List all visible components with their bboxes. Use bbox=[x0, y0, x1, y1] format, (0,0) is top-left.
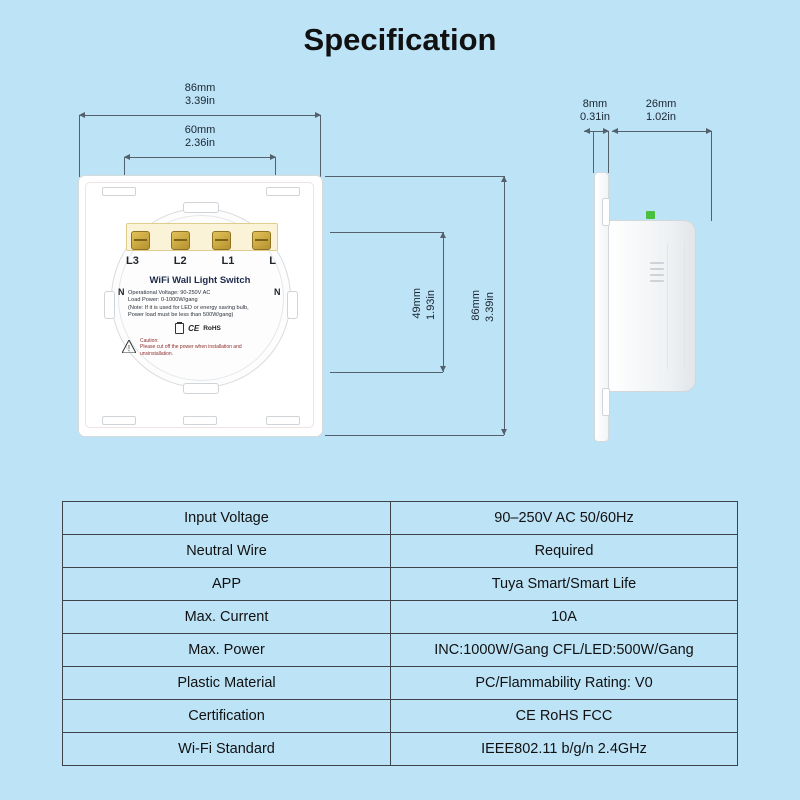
caution-block bbox=[122, 338, 272, 357]
spec-line-2: Load Power: 0-1000W/gang bbox=[128, 297, 198, 304]
switch-side-view bbox=[594, 172, 714, 440]
table-cell-value: CE RoHS FCC bbox=[391, 700, 738, 733]
neutral-label-right: N bbox=[274, 287, 281, 297]
specification-table bbox=[62, 501, 738, 766]
front-width-ext-left bbox=[79, 115, 80, 177]
front-height-dim-line bbox=[504, 176, 505, 435]
side-vent-3 bbox=[650, 274, 664, 276]
side-depth-in-label: 1.02in bbox=[646, 111, 676, 123]
side-tab-bottom bbox=[602, 388, 610, 416]
table-cell-key: Input Voltage bbox=[63, 502, 391, 535]
screw-l3 bbox=[131, 231, 150, 250]
neutral-label-left: N bbox=[118, 287, 125, 297]
ce-mark-label: CE bbox=[188, 324, 200, 333]
table-row bbox=[63, 601, 738, 634]
front-inner-height-ext-top bbox=[330, 232, 443, 233]
side-thickness-arrow-left bbox=[584, 128, 590, 134]
side-ext-plate-left bbox=[593, 131, 594, 173]
spec-line-4: Power load must be less than 500W/gang) bbox=[128, 312, 234, 319]
front-width-in-label: 3.39in bbox=[185, 95, 215, 107]
front-inner-height-dim-line bbox=[443, 232, 444, 372]
screw-l bbox=[252, 231, 271, 250]
clip-bottom-center bbox=[183, 416, 217, 425]
clip-bottom-left bbox=[102, 416, 136, 425]
table-cell-key: Certification bbox=[63, 700, 391, 733]
front-width-mm-label: 86mm bbox=[184, 82, 216, 94]
table-row bbox=[63, 733, 738, 766]
front-height-ext-bottom bbox=[325, 435, 504, 436]
side-depth-dim-line bbox=[612, 131, 712, 132]
page-title: Specification bbox=[303, 22, 497, 57]
table-row bbox=[63, 700, 738, 733]
clip-top-left bbox=[102, 187, 136, 196]
caution-body: Please cut off the power when installation and unsinstallation. bbox=[140, 344, 242, 357]
svg-text:!: ! bbox=[127, 344, 131, 353]
side-vent-4 bbox=[650, 280, 664, 282]
front-inner-width-dim-line bbox=[124, 157, 276, 158]
side-vent-1 bbox=[650, 262, 664, 264]
rohs-mark-label: RoHS bbox=[203, 325, 221, 332]
switch-front-view bbox=[78, 175, 321, 435]
screw-l2 bbox=[171, 231, 190, 250]
side-ext-plate-right bbox=[608, 131, 609, 173]
clip-bottom-right bbox=[266, 416, 300, 425]
table-cell-key: APP bbox=[63, 568, 391, 601]
front-height-ext-top bbox=[325, 176, 504, 177]
side-tab-top bbox=[602, 198, 610, 226]
side-module-body bbox=[608, 220, 696, 392]
screw-l1 bbox=[212, 231, 231, 250]
table-cell-value: IEEE802.11 b/g/n 2.4GHz bbox=[391, 733, 738, 766]
front-width-ext-right bbox=[320, 115, 321, 177]
table-cell-value: 90–250V AC 50/60Hz bbox=[391, 502, 738, 535]
compliance-marks bbox=[138, 323, 258, 334]
table-cell-value: INC:1000W/Gang CFL/LED:500W/Gang bbox=[391, 634, 738, 667]
front-width-dim-line bbox=[79, 115, 321, 116]
table-cell-key: Max. Power bbox=[63, 634, 391, 667]
waste-bin-icon bbox=[175, 323, 184, 334]
front-height-in-label: 3.39in bbox=[484, 292, 496, 322]
side-depth-arrow-left bbox=[612, 128, 618, 134]
front-inner-height-in-label: 1.93in bbox=[425, 290, 437, 320]
front-inner-width-in-label: 2.36in bbox=[185, 137, 215, 149]
table-cell-value: PC/Flammability Rating: V0 bbox=[391, 667, 738, 700]
silkscreen-text bbox=[114, 275, 286, 320]
front-inner-height-mm-label: 49mm bbox=[411, 288, 423, 319]
caution-title: Caution: bbox=[140, 338, 159, 344]
notch-right bbox=[287, 291, 298, 319]
spec-line-3: (Note: If it is used for LED or energy saving bulb, bbox=[128, 304, 249, 311]
terminal-screws bbox=[131, 228, 271, 252]
terminal-label-l2: L2 bbox=[173, 255, 187, 267]
spec-line-1: Operational Voltage: 90-250V AC bbox=[128, 290, 211, 296]
terminal-label-l1: L1 bbox=[221, 255, 235, 267]
notch-bottom bbox=[183, 383, 219, 394]
table-cell-key: Plastic Material bbox=[63, 667, 391, 700]
terminal-label-l3: L3 bbox=[126, 255, 139, 267]
side-led-indicator bbox=[646, 211, 655, 219]
caution-text bbox=[140, 338, 272, 357]
front-inner-width-mm-label: 60mm bbox=[184, 124, 216, 136]
front-inner-height-ext-bottom bbox=[330, 372, 443, 373]
table-row bbox=[63, 535, 738, 568]
side-vent-2 bbox=[650, 268, 664, 270]
specification-table-body bbox=[63, 502, 738, 766]
table-row bbox=[63, 502, 738, 535]
side-thickness-mm-label: 8mm bbox=[582, 98, 608, 110]
terminal-label-row bbox=[126, 255, 276, 267]
notch-top bbox=[183, 202, 219, 213]
table-row bbox=[63, 667, 738, 700]
table-row bbox=[63, 568, 738, 601]
clip-top-right bbox=[266, 187, 300, 196]
table-cell-value: Required bbox=[391, 535, 738, 568]
table-cell-key: Neutral Wire bbox=[63, 535, 391, 568]
side-thickness-in-label: 0.31in bbox=[580, 111, 610, 123]
side-depth-mm-label: 26mm bbox=[645, 98, 677, 110]
product-name-label: WiFi Wall Light Switch bbox=[149, 275, 251, 286]
table-cell-key: Wi-Fi Standard bbox=[63, 733, 391, 766]
table-cell-value: Tuya Smart/Smart Life bbox=[391, 568, 738, 601]
front-height-mm-label: 86mm bbox=[470, 290, 482, 321]
table-cell-value: 10A bbox=[391, 601, 738, 634]
terminal-label-l: L bbox=[269, 255, 276, 267]
table-row bbox=[63, 634, 738, 667]
warning-triangle-icon bbox=[122, 340, 136, 352]
table-cell-key: Max. Current bbox=[63, 601, 391, 634]
